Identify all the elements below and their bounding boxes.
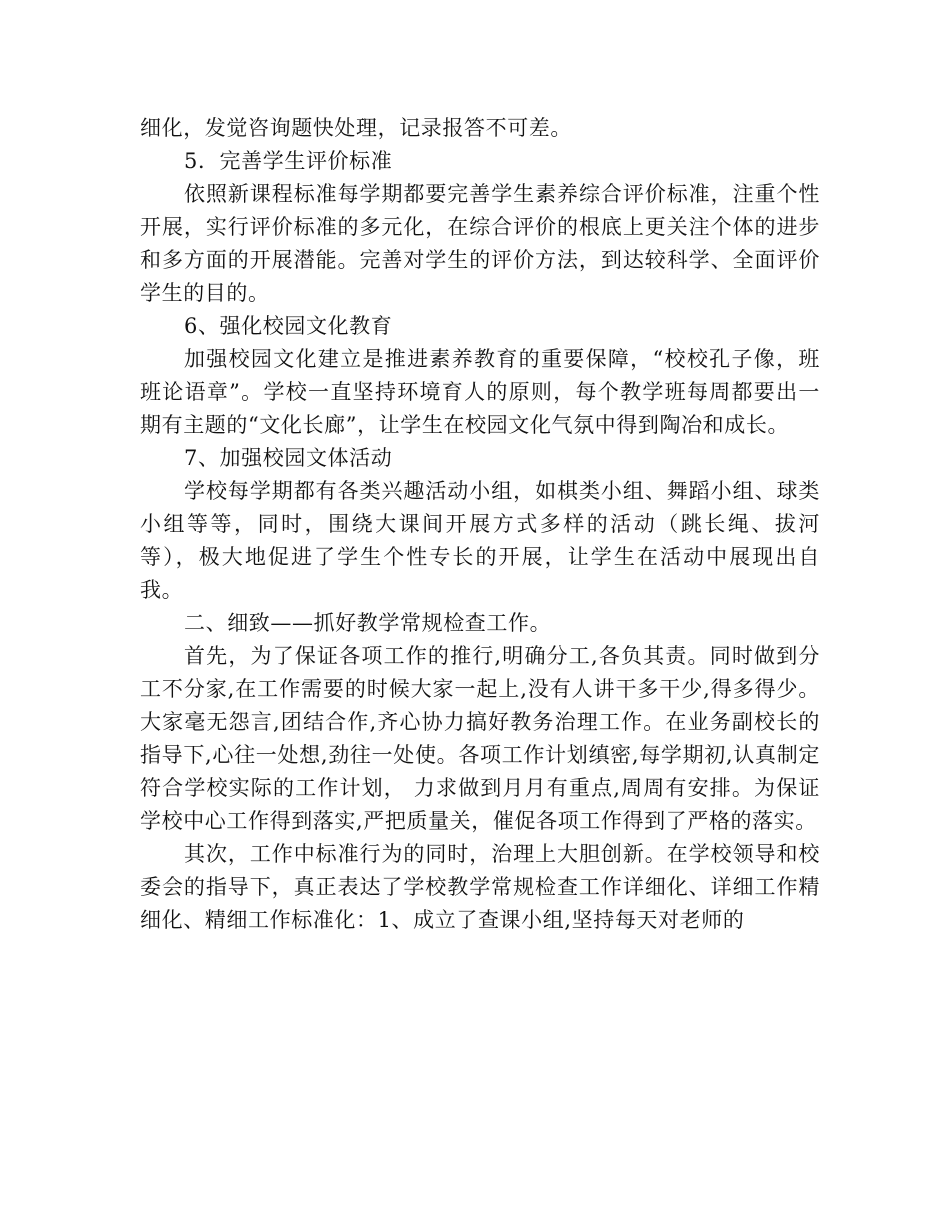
paragraph-continuation: 细化，发觉咨询题快处理，记录报答不可差。 bbox=[140, 116, 572, 140]
paragraph-second: 其次，工作中标准行为的同时，治理上大胆创新。在学校领导和校委会的指导下，真正表达了学校教学常规检查工作详细化、详细工作精细化、精细工作标准化：1、成立了查课小组,坚持每天对老师的 bbox=[140, 842, 820, 932]
heading-item-7: 7、加强校园文体活动 bbox=[184, 446, 393, 470]
paragraph-first: 首先，为了保证各项工作的推行,明确分工,各负其责。同时做到分工不分家,在工作需要的时候大家一起上,没有人讲干多干少,得多得少。大家毫无怨言,团结合作,齐心协力搞好教务治理工作。在业务副校长的指导下,心往一处想,劲往一处使。各项工作计划缜密,每学期初,认真制定符合学校实际的工作计划， 力求做到月月有重点,周周有安排。为保证学校中心工作得到落实,严把质量关，催促各项工作得到了严格的落实。 bbox=[140, 644, 820, 833]
heading-item-5: 5．完善学生评价标准 bbox=[184, 149, 393, 173]
document-body bbox=[140, 112, 820, 937]
section-heading-2: 二、细致——抓好教学常规检查工作。 bbox=[184, 611, 552, 635]
heading-item-6: 6、强化校园文化教育 bbox=[184, 314, 393, 338]
paragraph-activities: 学校每学期都有各类兴趣活动小组，如棋类小组、舞蹈小组、球类小组等等，同时，围绕大课间开展方式多样的活动（跳长绳、拔河等），极大地促进了学生个性专长的开展，让学生在活动中展现出自我。 bbox=[140, 479, 820, 602]
paragraph-campus-culture: 加强校园文化建立是推进素养教育的重要保障，“校校孔子像，班班论语章”。学校一直坚持环境育人的原则，每个教学班每周都要出一期有主题的“文化长廊”，让学生在校园文化气氛中得到陶冶和成长。 bbox=[140, 347, 820, 437]
paragraph-evaluation: 依照新课程标准每学期都要完善学生素养综合评价标准，注重个性开展，实行评价标准的多元化，在综合评价的根底上更关注个体的进步和多方面的开展潜能。完善对学生的评价方法，到达较科学、全面评价学生的目的。 bbox=[140, 182, 820, 305]
